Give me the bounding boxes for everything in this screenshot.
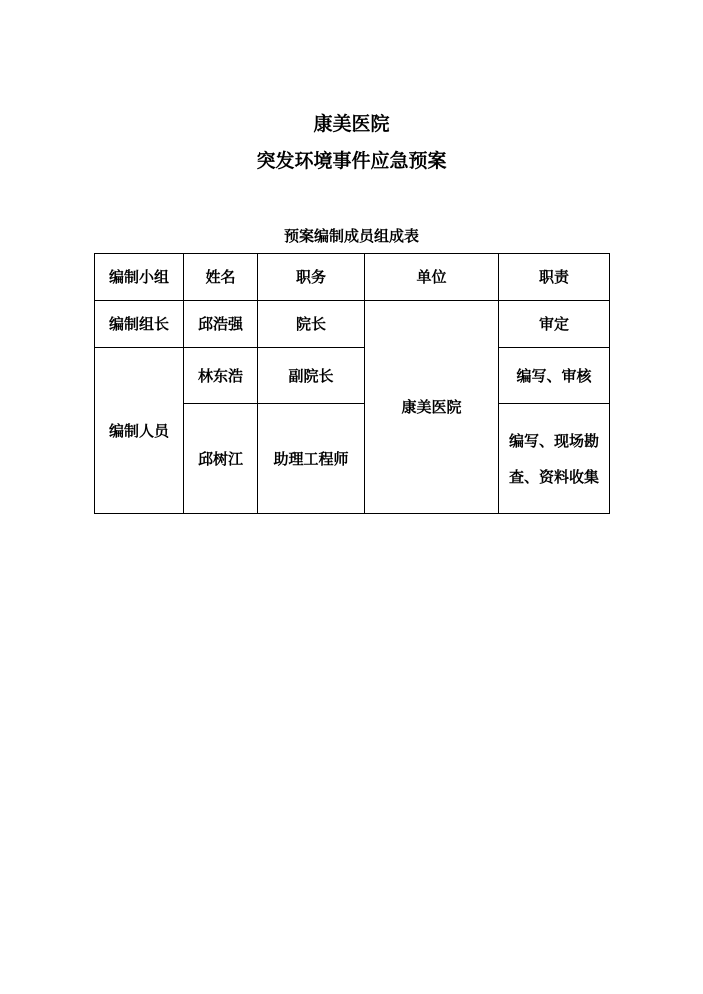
cell-duty (499, 404, 610, 514)
cell-name: 邱树江 (184, 404, 258, 514)
cell-name: 林东浩 (184, 348, 258, 404)
cell-name: 邱浩强 (184, 301, 258, 348)
document-title: 突发环境事件应急预案 (256, 150, 447, 172)
header-duty: 职责 (499, 254, 610, 301)
organization-title: 康美医院 (313, 113, 390, 135)
cell-duty: 审定 (499, 301, 610, 348)
header-unit: 单位 (365, 254, 499, 301)
cell-duty: 编写、审核 (499, 348, 610, 404)
header-position: 职务 (258, 254, 365, 301)
table-header-row (95, 254, 610, 301)
cell-group: 编制组长 (95, 301, 184, 348)
members-table (94, 253, 610, 514)
table-row (95, 301, 610, 348)
cell-unit: 康美医院 (365, 301, 499, 514)
header-name: 姓名 (184, 254, 258, 301)
cell-group: 编制人员 (95, 348, 184, 514)
header-group: 编制小组 (95, 254, 184, 301)
table-caption: 预案编制成员组成表 (283, 227, 419, 245)
table-row (95, 348, 610, 404)
cell-position: 助理工程师 (258, 404, 365, 514)
cell-duty-text: 编写、现场勘查、资料收集 (508, 431, 599, 486)
cell-position: 副院长 (258, 348, 365, 404)
cell-position: 院长 (258, 301, 365, 348)
